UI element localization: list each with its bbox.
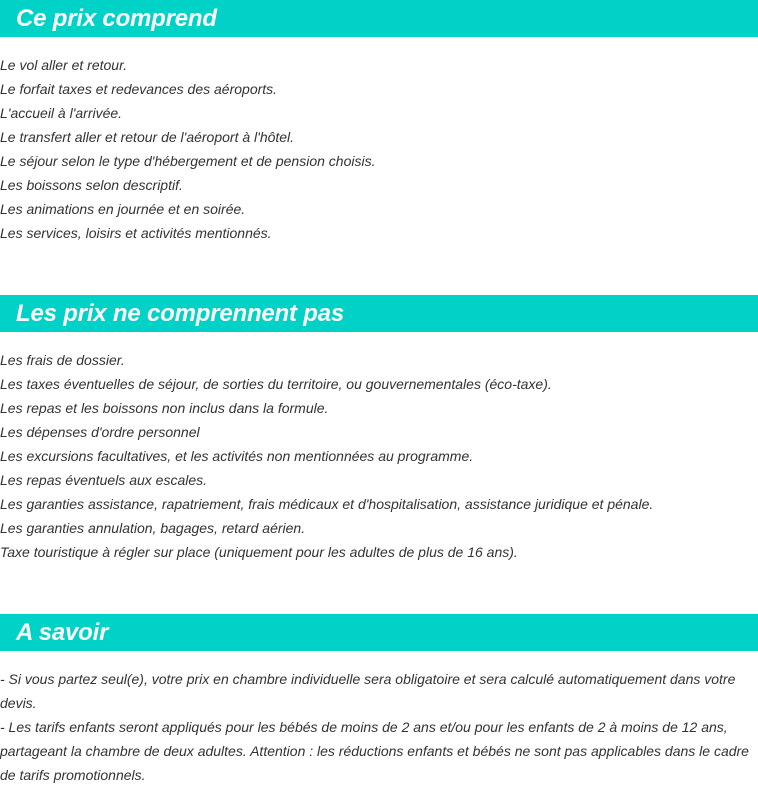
list-item: L'accueil à l'arrivée. [0, 105, 123, 121]
section-header-included [0, 0, 758, 37]
section-title-included: Ce prix comprend [16, 5, 217, 32]
section-header-not-included [0, 295, 758, 332]
list-item: Les repas éventuels aux escales. [0, 472, 208, 488]
list-item: Taxe touristique à régler sur place (uniquement pour les adultes de plus de 16 ans). [0, 544, 518, 560]
section-header-to-know [0, 614, 758, 651]
list-item: Le vol aller et retour. [0, 57, 128, 73]
list-item: Les frais de dossier. [0, 352, 125, 368]
list-item: Les services, loisirs et activités mentionnés. [0, 225, 272, 241]
to-know-notes [0, 667, 750, 787]
list-item: Le forfait taxes et redevances des aéroports. [0, 81, 278, 97]
list-item: Les dépenses d'ordre personnel [0, 424, 200, 440]
list-item: Les boissons selon descriptif. [0, 177, 183, 193]
list-item: Les garanties assistance, rapatriement, frais médicaux et d'hospitalisation, assistance juridique et pénale. [0, 496, 654, 512]
section-title-not-included: Les prix ne comprennent pas [16, 300, 345, 327]
list-item: Les repas et les boissons non inclus dans la formule. [0, 400, 329, 416]
list-item: Les garanties annulation, bagages, retard aérien. [0, 520, 306, 536]
list-item: Le séjour selon le type d'hébergement et de pension choisis. [0, 153, 376, 169]
list-item: Le transfert aller et retour de l'aéroport à l'hôtel. [0, 129, 295, 145]
note-paragraph: - Les tarifs enfants seront appliqués pour les bébés de moins de 2 ans et/ou pour les enfants de 2 à moins de 12 ans, partageant la chambre de deux adultes. Attention : les réductions enfants et bébés ne sont pas applicables dans le cadre de tarifs promotionnels. [0, 719, 749, 783]
list-item: Les taxes éventuelles de séjour, de sorties du territoire, ou gouvernementales (éco-taxe). [0, 376, 552, 392]
section-title-to-know: A savoir [16, 619, 109, 646]
included-list [0, 53, 758, 245]
not-included-list [0, 348, 758, 564]
list-item: Les excursions facultatives, et les activités non mentionnées au programme. [0, 448, 474, 464]
list-item: Les animations en journée et en soirée. [0, 201, 246, 217]
note-paragraph: - Si vous partez seul(e), votre prix en chambre individuelle sera obligatoire et sera calculé automatiquement dans votre devis. [0, 671, 736, 711]
